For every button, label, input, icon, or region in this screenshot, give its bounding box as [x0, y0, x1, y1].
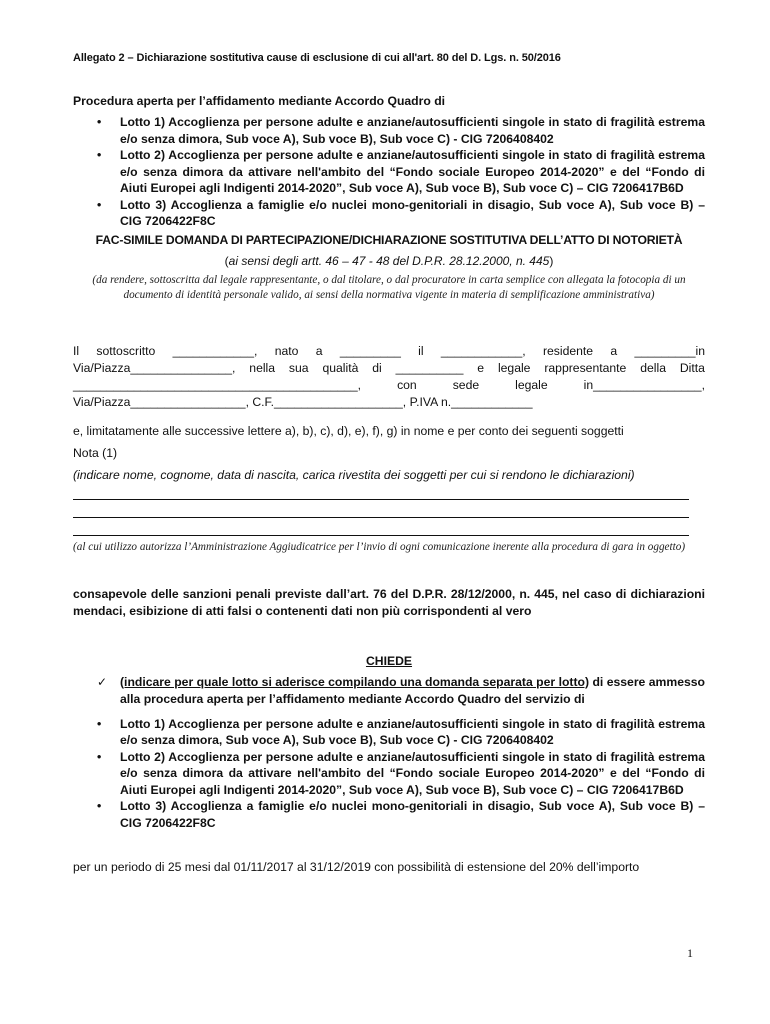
bullet-icon: • — [97, 749, 102, 764]
bullet-icon: • — [97, 716, 102, 731]
subjects-intro: e, limitatamente alle successive lettere a), b), c), d), e), f), g) in nome e per conto dei seguenti soggetti — [73, 423, 624, 438]
list-item: • Lotto 2) Accoglienza per persone adulte e anziane/autosufficienti singole in stato di fragilità estrema e/o senza dimora da attivare nell'ambito del “Fondo sociale Europeo 2014-2020” e del “Fondo di Aiuti Europei agli Indigenti 2014-2020”, Sub voce A), Sub voce B), Sub voce C) – CIG 7206417B6D — [97, 749, 705, 797]
form-title: FAC-SIMILE DOMANDA DI PARTECIPAZIONE/DICHIARAZIONE SOSTITUTIVA DELL’ATTO DI NOTORIETÀ — [95, 232, 683, 247]
legal-reference: (ai sensi degli artt. 46 – 47 - 48 del D.P.R. 28.12.2000, n. 445) — [224, 253, 554, 268]
blank-line — [73, 482, 689, 500]
document-page — [73, 44, 705, 876]
list-item: • Lotto 3) Accoglienza a famiglie e/o nuclei mono-genitoriali in disagio, Sub voce A), Sub voce B) – CIG 7206422F8C — [97, 197, 705, 228]
bullet-icon: • — [97, 799, 102, 813]
awareness-statement: consapevole delle sanzioni penali previste dall’art. 76 del D.P.R. 28/12/2000, n. 445, nel caso di dichiarazioni mendaci, esibizione di atti falsi o contenenti dati non più corrispondenti al vero — [73, 586, 705, 618]
document-header: Allegato 2 – Dichiarazione sostitutiva cause di esclusione di cui all'art. 80 del D. Lgs. n. 50/2016 — [73, 52, 561, 64]
checkmark-icon: ✓ — [97, 674, 108, 689]
bullet-icon: • — [97, 115, 102, 129]
list-item: • Lotto 1) Accoglienza per persone adulte e anziane/autosufficienti singole in stato di fragilità estrema e/o senza dimora, Sub voce A), Sub voce B), Sub voce C) - CIG 7206408402 — [97, 716, 705, 747]
page-number: 1 — [687, 946, 693, 960]
list-item: • Lotto 1) Accoglienza per persone adulte e anziane/autosufficienti singole in stato di fragilità estrema e/o senza dimora, Sub voce A), Sub voce B), Sub voce C) - CIG 7206408402 — [97, 115, 705, 146]
form-row: __________________________________________, con sede legale in________________, — [73, 377, 705, 392]
lot-list-top — [73, 114, 705, 230]
list-item: • Lotto 3) Accoglienza a famiglie e/o nuclei mono-genitoriali in disagio, Sub voce A), Sub voce B) – CIG 7206422F8C — [97, 799, 705, 830]
request-item: ✓ (indicare per quale lotto si aderisce compilando una domanda separata per lotto) di essere ammesso alla procedura aperta per l’affidamento mediante Accordo Quadro del servizio di — [97, 674, 705, 706]
bullet-icon: • — [97, 148, 102, 162]
note-instructions: (indicare nome, cognome, data di nascita, carica rivestita dei soggetti per cui si rendono le dichiarazioni) — [73, 467, 635, 482]
form-row: Il sottoscritto ____________, nato a _________ il ____________, residente a _________in — [73, 343, 705, 358]
procedure-title: Procedura aperta per l’affidamento mediante Accordo Quadro di — [73, 94, 446, 108]
lot-list-bottom — [73, 716, 705, 832]
section-heading: CHIEDE — [365, 653, 413, 668]
communication-note: (al cui utilizzo autorizza l’Amministrazione Aggiudicatrice per l’invio di ogni comunicazione inerente alla procedura di gara in oggetto) — [73, 540, 686, 553]
list-item: • Lotto 2) Accoglienza per persone adulte e anziane/autosufficienti singole in stato di fragilità estrema e/o senza dimora da attivare nell'ambito del “Fondo sociale Europeo 2014-2020” e del “Fondo di Aiuti Europei agli Indigenti 2014-2020”, Sub voce A), Sub voce B), Sub voce C) – CIG 7206417B6D — [97, 148, 705, 195]
bullet-icon: • — [97, 197, 102, 212]
period-text: per un periodo di 25 mesi dal 01/11/2017 al 31/12/2019 con possibilità di estensione del 20% dell’importo — [73, 860, 640, 874]
signature-instructions: (da rendere, sottoscritta dal legale rappresentante, o dal titolare, o dal procuratore in carta semplice con allegata la fotocopia di un documento di identità personale valido, ai sensi della normativa vigente in materia di semplificazione amministrativa) — [92, 273, 686, 301]
declarant-form — [73, 343, 705, 411]
blank-line — [73, 518, 689, 536]
blank-line — [73, 500, 689, 518]
form-row: Via/Piazza_______________, nella sua qualità di __________ e legale rappresentante della Ditta — [73, 360, 705, 375]
form-row: Via/Piazza_________________, C.F.___________________, P.IVA n.____________ — [73, 394, 533, 409]
note-label: Nota (1) — [73, 445, 118, 460]
